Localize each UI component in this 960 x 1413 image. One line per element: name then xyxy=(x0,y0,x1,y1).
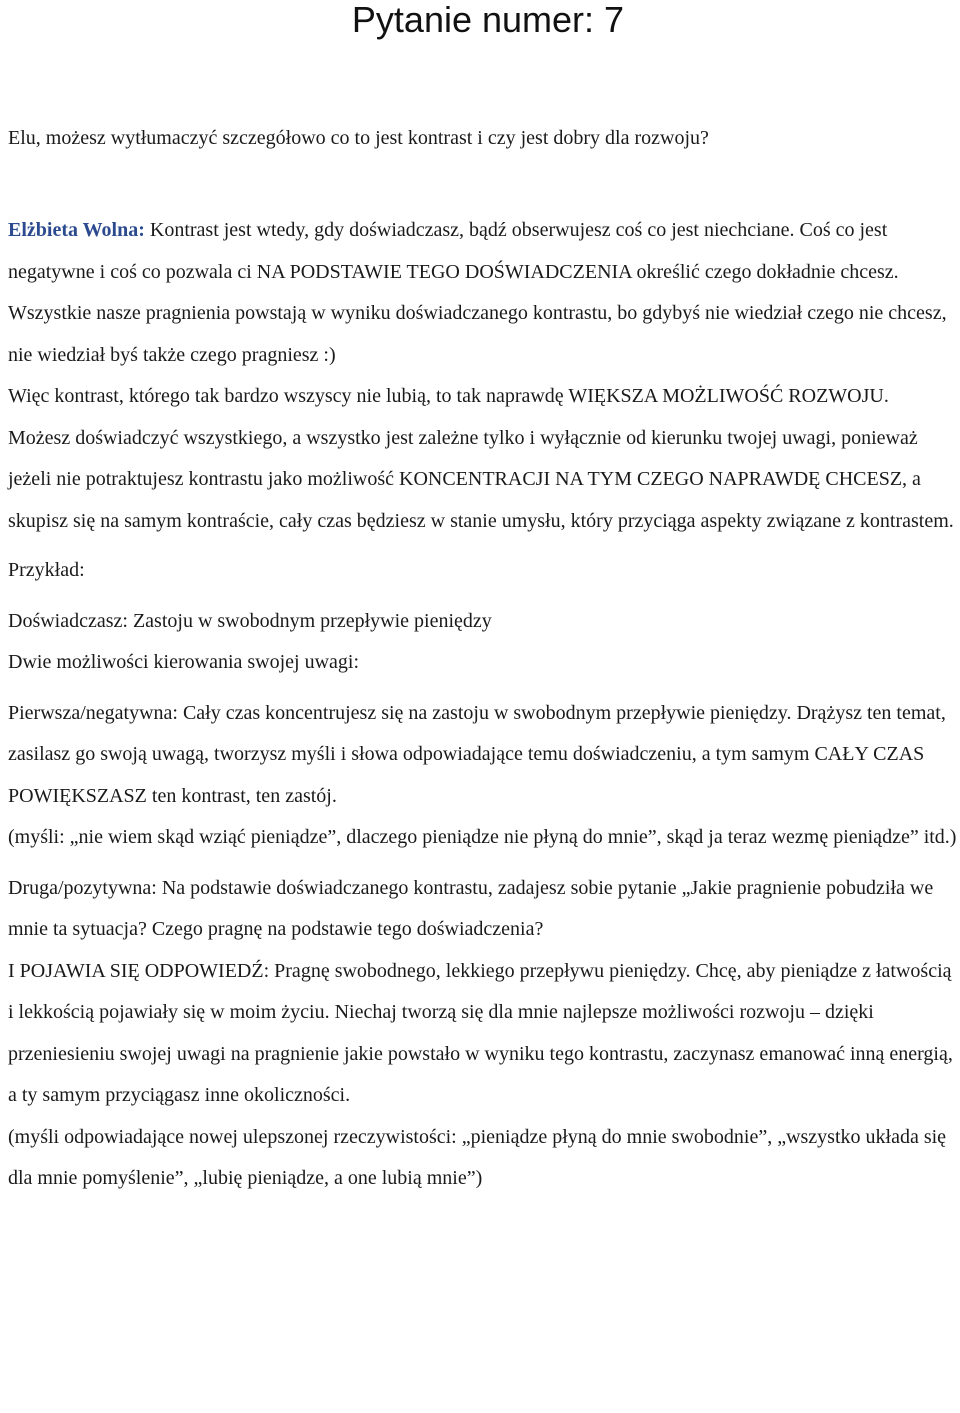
paragraph-contrast-growth: Więc kontrast, którego tak bardzo wszyscy nie lubią, to tak naprawdę WIĘKSZA MOŻLIWOŚĆ ROZWOJU. xyxy=(8,385,889,407)
paragraph-positive-thoughts: (myśli odpowiadające nowej ulepszonej rzeczywistości: „pieniądze płyną do mnie swobodnie”, „wszystko układa się dla mnie pomyślenie”, „lubię pieniądze, a one lubią mnie”) xyxy=(8,1125,947,1189)
paragraph-experience: Doświadczasz: Zastoju w swobodnym przepływie pieniędzy xyxy=(8,609,492,632)
paragraph-attention: Możesz doświadczyć wszystkiego, a wszystko jest zależne tylko i wyłącznie od kierunku twojej uwagi, ponieważ jeżeli nie potraktujesz kontrastu jako możliwość KONCENTRACJI NA TYM CZEGO NAPRAWDĘ CHCESZ, a skupisz się na samym kontraście, cały czas będziesz w stanie umysłu, który przyciąga aspekty związane z kontrastem. xyxy=(8,426,954,532)
paragraph-answer-appears: I POJAWIA SIĘ ODPOWIEDŹ: Pragnę swobodnego, lekkiego przepływu pieniędzy. Chcę, aby pieniądze z łatwością i lekkością pojawiały się w moim życiu. Niechaj tworzą się dla mnie najlepsze możliwości rozwoju – dzięki przeniesieniu swojej uwagi na pragnienie jakie powstało w wyniku tego kontrastu, zaczynasz emanować inną energią, a ty samym przyciągasz inne okoliczności. xyxy=(8,959,953,1106)
paragraph-positive: Druga/pozytywna: Na podstawie doświadczanego kontrastu, zadajesz sobie pytanie „Jakie pragnienie pobudziła we mnie ta sytuacja? Czego pragnę na podstawie tego doświadczenia? xyxy=(8,876,934,940)
answer-body xyxy=(8,210,960,1200)
paragraph-desires: Wszystkie nasze pragnienia powstają w wyniku doświadczanego kontrastu, bo gdybyś nie wiedział czego nie chcesz, nie wiedział byś także czego pragniesz :) xyxy=(8,302,947,366)
speaker-name: Elżbieta Wolna: xyxy=(8,219,145,241)
paragraph-two-options: Dwie możliwości kierowania swojej uwagi: xyxy=(8,651,360,673)
answer-intro-text: Kontrast jest wtedy, gdy doświadczasz, bądź obserwujesz coś co jest niechciane. Coś co jest negatywne i coś co pozwala ci NA PODSTAWIE TEGO DOŚWIADCZENIA określić czego dokładnie chcesz. xyxy=(8,219,899,283)
paragraph-example-label: Przykład: xyxy=(8,559,85,581)
answer-intro-paragraph xyxy=(8,210,960,293)
paragraph-negative: Pierwsza/negatywna: Cały czas koncentrujesz się na zastoju w swobodnym przepływie pieniędzy. Drążysz ten temat, zasilasz go swoją uwagą, tworzysz myśli i słowa odpowiadające temu doświadczeniu, a tym samym CAŁY CZAS POWIĘKSZASZ ten kontrast, ten zastój. xyxy=(8,701,946,807)
paragraph-negative-thoughts: (myśli: „nie wiem skąd wziąć pieniądze”, dlaczego pieniądze nie płyną do mnie”, skąd ja teraz wezmę pieniądze” itd.) xyxy=(8,826,957,848)
page-title: Pytanie numer: 7 xyxy=(351,0,625,40)
question-text: Elu, możesz wytłumaczyć szczegółowo co to jest kontrast i czy jest dobry dla rozwoju? xyxy=(8,127,709,149)
